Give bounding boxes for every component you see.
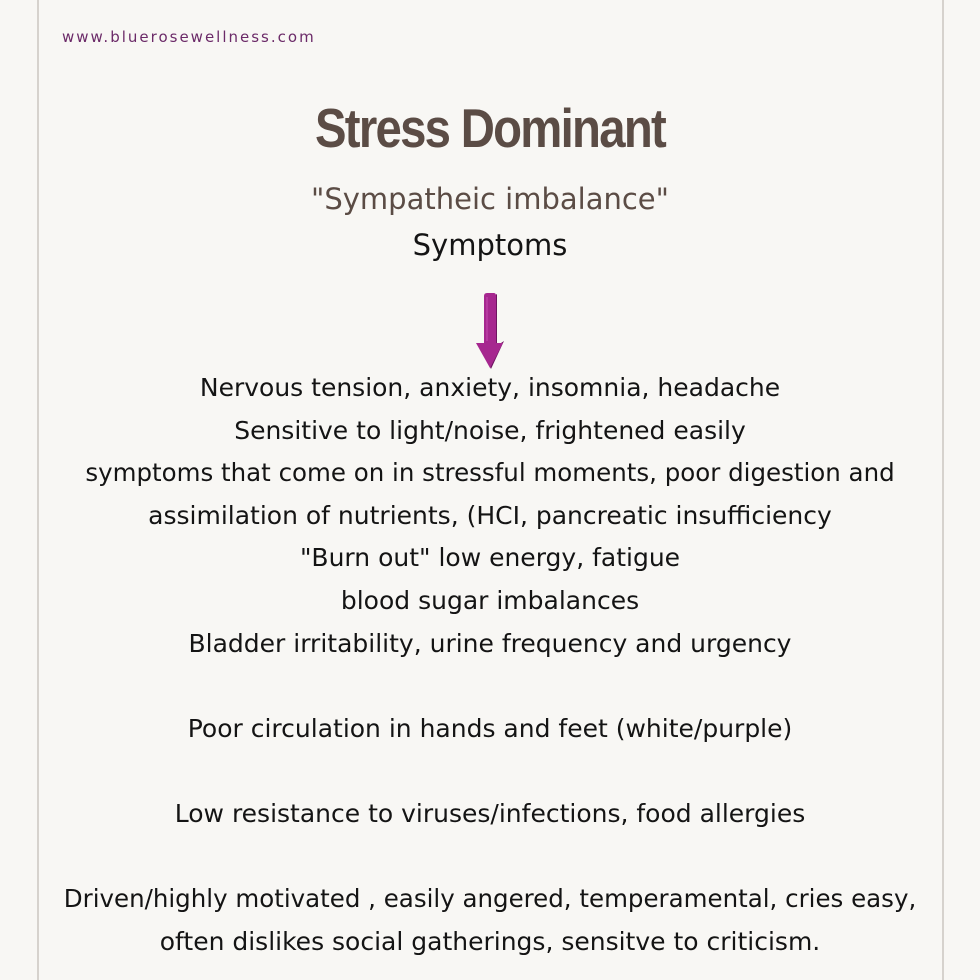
symptom-line: Bladder irritability, urine frequency and urgency <box>188 628 792 658</box>
blank-line <box>0 750 980 793</box>
website-url: www.bluerosewellness.com <box>62 28 316 46</box>
page-title: Stress Dominant <box>314 97 666 159</box>
symptom-list <box>0 367 980 963</box>
subtitle: "Sympatheic imbalance" <box>311 182 669 216</box>
blank-line <box>0 836 980 879</box>
symptom-line: Poor circulation in hands and feet (white/purple) <box>187 713 793 743</box>
symptom-line: Nervous tension, anxiety, insomnia, headache <box>199 373 781 402</box>
down-arrow-icon <box>474 291 506 371</box>
symptom-line: symptoms that come on in stressful moments, poor digestion and <box>85 458 895 488</box>
symptom-line: blood sugar imbalances <box>340 585 640 615</box>
symptom-line: Driven/highly motivated , easily angered, temperamental, cries easy, <box>63 884 917 914</box>
symptom-line: assimilation of nutrients, (HCI, pancreatic insufficiency <box>148 500 832 530</box>
symptoms-heading: Symptoms <box>412 228 568 262</box>
symptom-line: often dislikes social gatherings, sensitve to criticism. <box>159 926 821 956</box>
symptom-line: Low resistance to viruses/infections, food allergies <box>174 798 806 828</box>
symptom-line: "Burn out" low energy, fatigue <box>299 543 681 573</box>
symptom-line: Sensitive to light/noise, frightened easily <box>234 415 746 445</box>
blank-line <box>0 665 980 708</box>
